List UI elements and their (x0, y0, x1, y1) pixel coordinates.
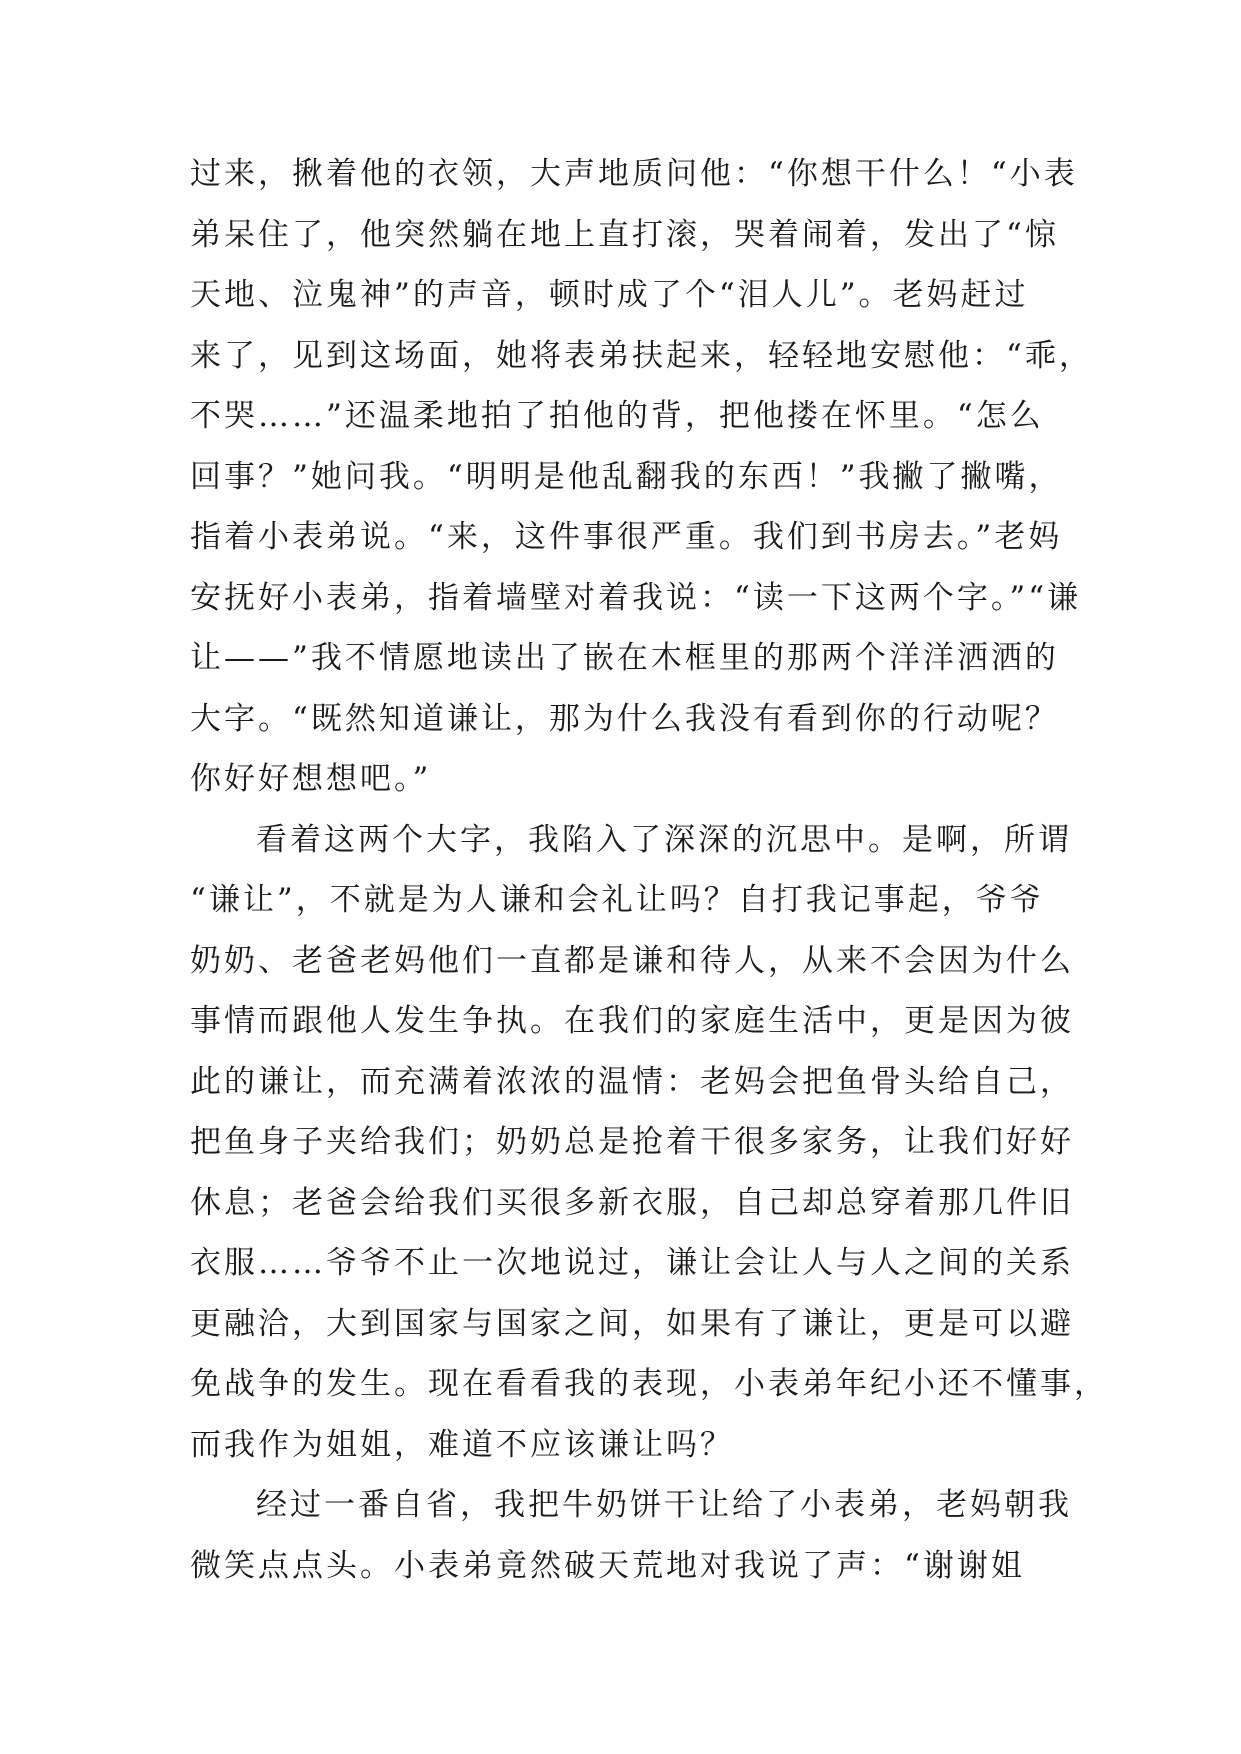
text-line: 不哭……”还温柔地拍了拍他的背，把他搂在怀里。“怎么 (190, 398, 1044, 434)
text-line: 而我作为姐姐，难道不应该谦让吗？ (190, 1426, 734, 1463)
text-line: 此的谦让，而充满着浓浓的温情：老妈会把鱼骨头给自己， (190, 1063, 1074, 1100)
text-line: “谦让”，不就是为人谦和会礼让吗？自打我记事起，爷爷 (190, 882, 1044, 918)
text-line: 回事？”她问我。“明明是他乱翻我的东西！”我撇了撇嘴， (190, 458, 1063, 495)
text-line: 过来，揪着他的衣领，大声地质问他：“你想干什么！“小表 (190, 156, 1078, 192)
paragraph-first-line: 看着这两个大字，我陷入了深深的沉思中。是啊，所谓 (256, 821, 1072, 858)
text-line: 你好好想想吧。” (190, 761, 432, 797)
text-line: 让——”我不情愿地读出了嵌在木框里的那两个洋洋洒洒的 (190, 640, 1059, 676)
text-line: 大字。“既然知道谦让，那为什么我没有看到你的行动呢？ (190, 700, 1059, 737)
text-line: 来了，见到这场面，她将表弟扶起来，轻轻地安慰他：“乖， (190, 337, 1093, 374)
paragraph-first-line: 经过一番自省，我把牛奶饼干让给了小表弟，老妈朝我 (256, 1487, 1072, 1523)
body-text (190, 154, 1108, 1606)
text-line: 天地、泣鬼神”的声音，顿时成了个“泪人儿”。老妈赶过 (190, 277, 1029, 313)
text-line: 安抚好小表弟，指着墙壁对着我说：“读一下这两个字。”“谦 (190, 579, 1082, 616)
text-line: 微笑点点头。小表弟竟然破天荒地对我说了声：“谢谢姐 (190, 1547, 1025, 1584)
text-line: 事情而跟他人发生争执。在我们的家庭生活中，更是因为彼 (190, 1003, 1074, 1039)
text-line: 指着小表弟说。“来，这件事很严重。我们到书房去。”老妈 (190, 519, 1063, 555)
text-line: 把鱼身子夹给我们；奶奶总是抢着干很多家务，让我们好好 (190, 1124, 1074, 1160)
text-line: 免战争的发生。现在看看我的表现，小表弟年纪小还不懂事， (190, 1366, 1108, 1402)
text-line: 休息；老爸会给我们买很多新衣服，自己却总穿着那几件旧 (190, 1184, 1074, 1221)
text-line: 弟呆住了，他突然躺在地上直打滚，哭着闹着，发出了“惊 (190, 216, 1059, 253)
text-line: 衣服……爷爷不止一次地说过，谦让会让人与人之间的关系 (190, 1245, 1074, 1281)
text-line: 奶奶、老爸老妈他们一直都是谦和待人，从来不会因为什么 (190, 942, 1074, 979)
text-line: 更融洽，大到国家与国家之间，如果有了谦让，更是可以避 (190, 1305, 1074, 1342)
